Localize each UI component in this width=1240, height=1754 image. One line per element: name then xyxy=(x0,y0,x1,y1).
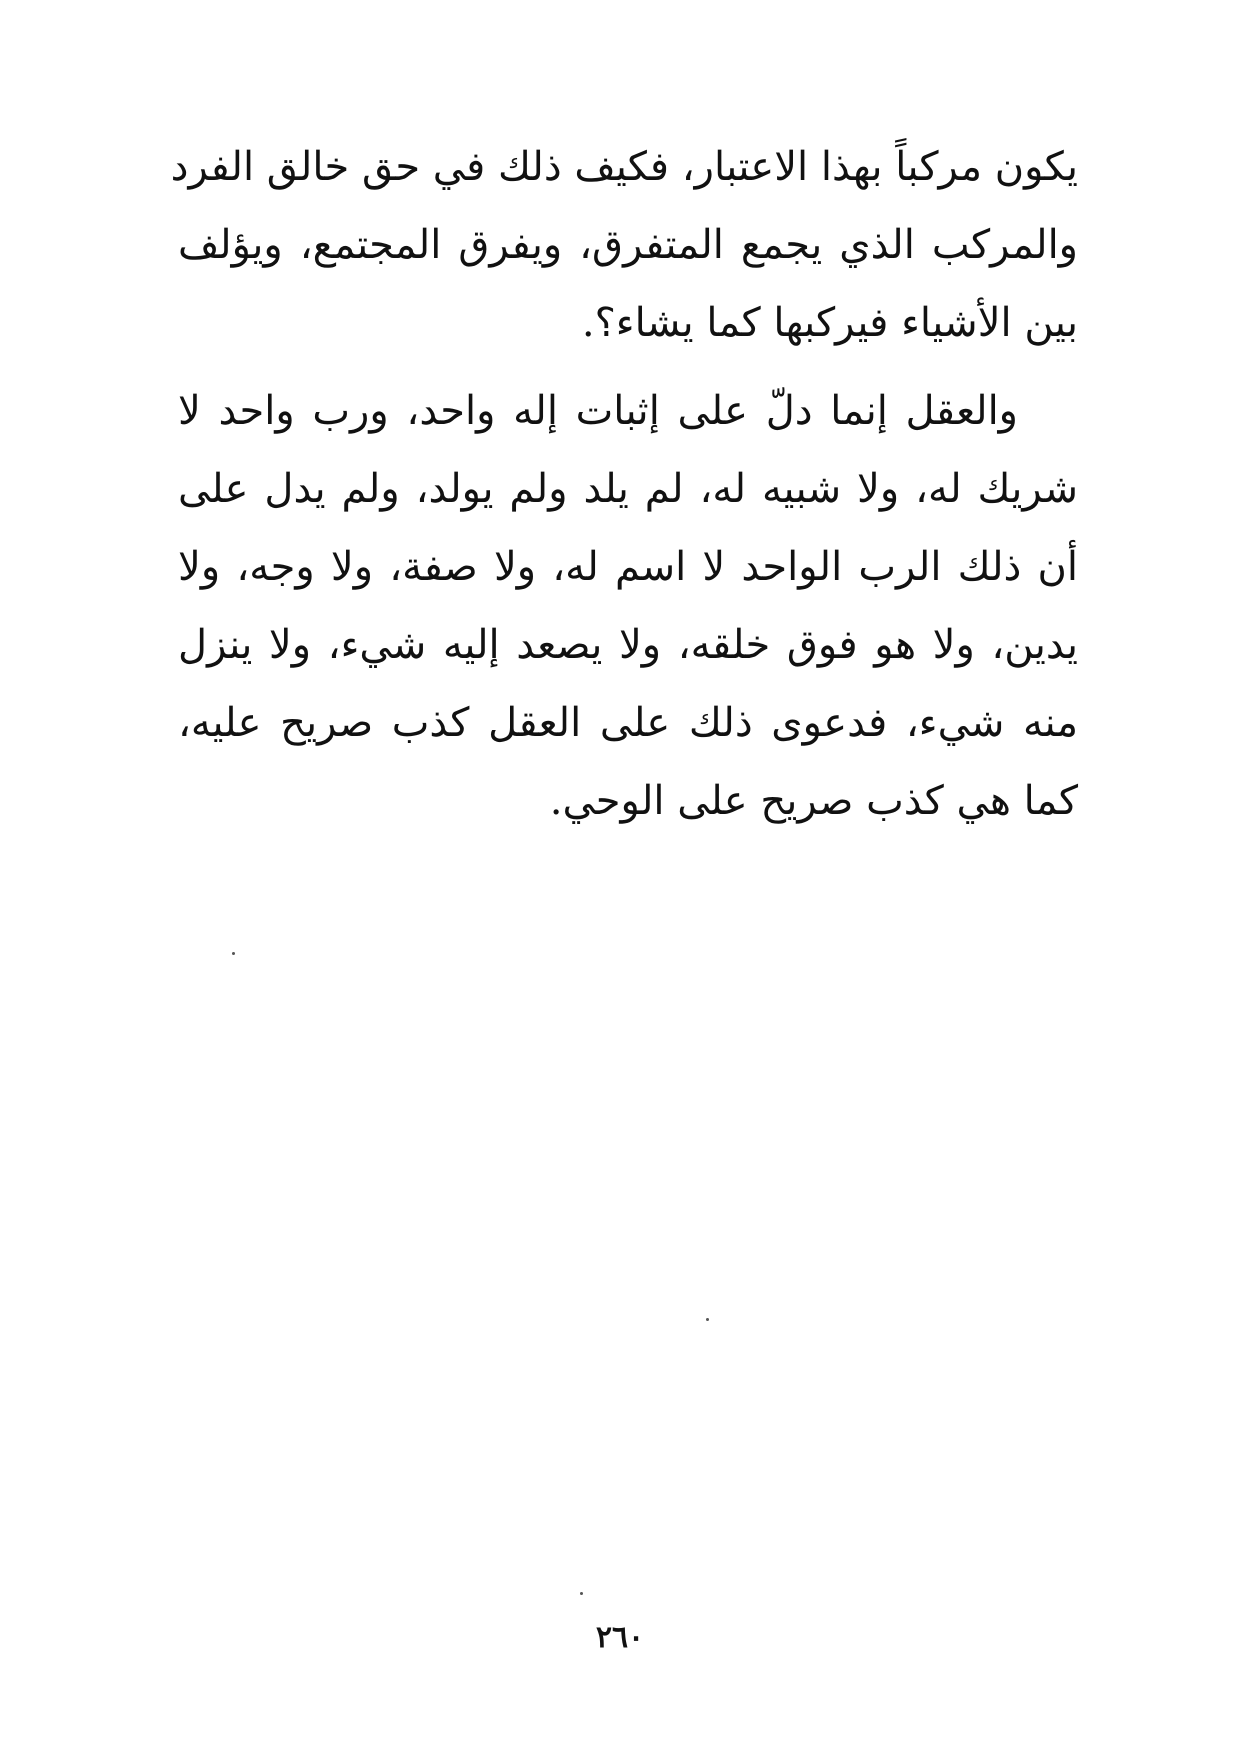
paragraph-2 xyxy=(178,372,1078,840)
scan-speck xyxy=(580,1592,583,1595)
text-line: منه شيء، فدعوى ذلك على العقل كذب صريح عليه، xyxy=(178,700,1078,746)
paragraph-1 xyxy=(170,128,1078,362)
page-number: ٢٦٠ xyxy=(595,1620,645,1655)
text-line: أن ذلك الرب الواحد لا اسم له، ولا صفة، ولا وجه، ولا xyxy=(178,544,1078,590)
scan-speck xyxy=(706,1318,709,1321)
paragraph-gap xyxy=(178,362,1078,372)
text-line: كما هي كذب صريح على الوحي. xyxy=(549,778,1078,824)
text-line: والمركب الذي يجمع المتفرق، ويفرق المجتمع، ويؤلف xyxy=(178,222,1078,268)
text-line: شريك له، ولا شبيه له، لم يلد ولم يولد، ولم يدل على xyxy=(178,466,1078,512)
scan-speck xyxy=(232,952,235,955)
text-line: بين الأشياء فيركبها كما يشاء؟. xyxy=(581,300,1078,346)
text-line: يدين، ولا هو فوق خلقه، ولا يصعد إليه شيء، ولا ينزل xyxy=(178,622,1078,668)
text-line: يكون مركباً بهذا الاعتبار، فكيف ذلك في حق خالق الفرد xyxy=(170,144,1078,190)
body-text xyxy=(170,128,1078,840)
text-line: والعقل إنما دلّ على إثبات إله واحد، ورب واحد لا xyxy=(178,388,1018,434)
